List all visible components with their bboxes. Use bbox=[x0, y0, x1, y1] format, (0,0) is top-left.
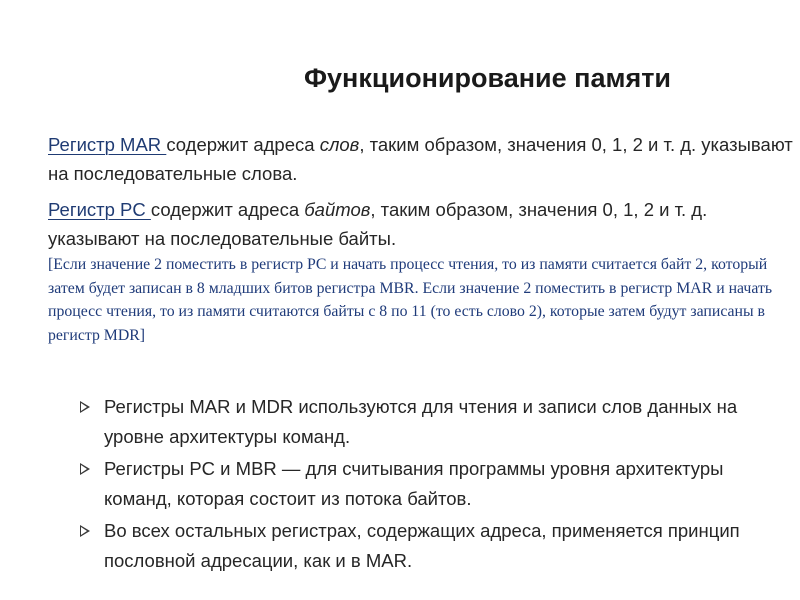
emphasis-text: байтов bbox=[304, 199, 371, 220]
bullet-list bbox=[80, 392, 790, 578]
bullet-text: Регистры MAR и MDR используются для чтения и записи слов данных на уровне архитектуры команд. bbox=[104, 396, 738, 447]
emphasis-text: слов bbox=[319, 134, 360, 155]
paragraph-mar bbox=[48, 130, 798, 188]
list-item bbox=[80, 392, 790, 452]
register-mar-link[interactable]: Регистр MAR bbox=[48, 134, 167, 155]
paragraph-text: содержит адреса bbox=[150, 199, 305, 220]
bracket-note: [Если значение 2 поместить в регистр PC и начать процесс чтения, то из памяти считается байт 2, который затем будет записан в 8 младших битов регистра MBR. Если значение 2 поместить в регистр MAR и начать процесс чтения, то из памяти считаются байты с 8 по 11 (то есть слово 2), которые затем будут записаны в регистр MDR] bbox=[48, 256, 773, 344]
paragraph-pc bbox=[48, 195, 798, 253]
hollow-arrow-bullet-icon bbox=[80, 463, 90, 475]
list-item bbox=[80, 516, 790, 576]
list-item bbox=[80, 454, 790, 514]
paragraph-text: содержит адреса bbox=[166, 134, 320, 155]
bullet-text: Регистры PC и MBR — для считывания программы уровня архитектуры команд, которая состоит из потока байтов. bbox=[104, 458, 724, 509]
slide-title: Функционирование памяти bbox=[304, 63, 672, 93]
register-pc-link[interactable]: Регистр PC bbox=[48, 199, 151, 220]
hollow-arrow-bullet-icon bbox=[80, 525, 90, 537]
paragraph-text: , таким образом, значения 0, 1, 2 и т. д. указывают на последовательные слова. bbox=[48, 134, 793, 184]
bullet-text: Во всех остальных регистрах, содержащих адреса, применяется принцип пословной адресации, как и в MAR. bbox=[104, 520, 740, 571]
paragraph-text: , таким образом, значения 0, 1, 2 и т. д. указывают на последовательные байты. bbox=[48, 199, 708, 249]
hollow-arrow-bullet-icon bbox=[80, 401, 90, 413]
